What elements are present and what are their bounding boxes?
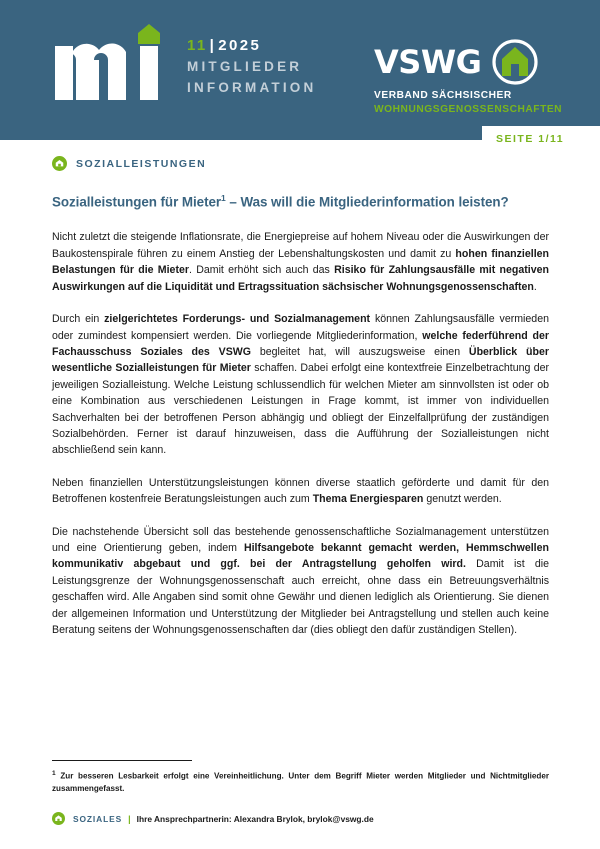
text-run: . [533, 280, 537, 293]
text-run: genutzt werden. [423, 493, 502, 506]
issue-year: 2025 [218, 37, 262, 54]
emphasis-run: Thema Energiesparen [312, 493, 424, 506]
text-run: Neben finanziellen Unterstützungsleistungen können diverse staatlich geförderte und damit für den Betroffenen kostenfreie Beratungsleistungen auch zum [52, 476, 549, 506]
emphasis-run: Risiko für Zahlungsausfälle mit negativen Auswirkungen auf die Liquidität und Ertragssituation sächsischer Wohnungsgenossenschaften [52, 264, 549, 293]
section-rubric [52, 156, 549, 171]
body-paragraph [52, 475, 549, 508]
issue-line [187, 36, 316, 56]
header-band [0, 0, 600, 145]
page-footer [52, 812, 374, 825]
page-number-label: SEITE 1/11 [496, 133, 565, 145]
text-run: schaffen. Dabei erfolgt eine kontextfreie Einzelbetrachtung der jeweiligen Sozialleistung. Welche Leistung schlussendlich für welchen Mieter am sinnvollsten ist oder ob eine Kombination aus verschiedenen Leistungen in Frage kommt, ist immer von individuellen Sachverhalten bei der betroffenen Person abhängig und obliegt der Einzelfallprüfung der zuständigen Sozialbehörden. Ferner ist darauf hinzuweisen, dass die Aufführung der Sozialleistungen nicht abschließend sein kann. [52, 362, 550, 457]
body-paragraphs [52, 229, 549, 638]
footnote-text [52, 768, 549, 796]
social-badge-icon [52, 156, 67, 171]
footnote-block [52, 760, 549, 796]
body-paragraph [52, 524, 549, 639]
emphasis-run: zielgerichtetes Forderungs- und Sozialmanagement [104, 313, 371, 326]
mi-logo-mark [55, 24, 167, 100]
publication-word-line1: MITGLIEDER [187, 59, 303, 74]
issue-meta [187, 24, 316, 98]
section-rubric-label: SOZIALLEISTUNGEN [76, 157, 207, 170]
vswg-logo [374, 38, 563, 117]
body-paragraph [52, 229, 549, 295]
emphasis-run: Hilfsangebote bekannt gemacht werden, Hemmschwellen kommunikativ abgebaut und ggf. bei der Antragstellung geholfen wird. [52, 541, 549, 571]
publication-word-line2: INFORMATION [187, 80, 317, 95]
text-run: Die nachstehende Übersicht soll das bestehende genossenschaftliche Sozialmanagement unterstützen und eine Orientierung geben, indem [52, 525, 549, 554]
footnote-marker: 1 [52, 770, 56, 777]
footnote-divider [52, 760, 192, 761]
text-run: begleitet hat, will auszugsweise einen [251, 345, 469, 358]
footer-contact-text: Ihre Ansprechpartnerin: Alexandra Brylok, brylok@vswg.de [136, 813, 374, 824]
page-title [52, 190, 549, 210]
page-title-footnote-marker: 1 [221, 193, 226, 203]
body-paragraph [52, 311, 549, 459]
mi-logo [55, 24, 167, 100]
text-run: Durch ein [52, 313, 105, 326]
emphasis-run: Überblick über wesentliche Sozialleistungen für Mieter [52, 345, 549, 375]
text-run: können Zahlungsausfälle vermieden oder zumindest kompensiert werden. Die vorliegende Mitgliederinformation, [52, 313, 549, 342]
house-circle-icon [491, 38, 539, 86]
social-badge-icon [52, 812, 65, 825]
text-run: . Damit erhöht sich auch das [189, 264, 335, 277]
document-content [52, 156, 549, 638]
emphasis-run: hohen finanziellen Belastungen für die Mieter [52, 247, 550, 277]
vswg-logo-top [374, 38, 550, 86]
vswg-wordmark: VSWG [374, 43, 482, 81]
vswg-subline-2: WOHNUNGSGENOSSENSCHAFTEN [374, 104, 563, 115]
issue-separator: | [209, 37, 217, 54]
page-title-part1: Sozialleistungen für Mieter [52, 194, 222, 210]
text-run: Nicht zuletzt die steigende Inflationsrate, die Energiepreise auf hohem Niveau oder die Auswirkungen der Baukostenspirale führen zu einem Anstieg der Lebenshaltungskosten und damit zu [52, 231, 549, 260]
issue-month: 11 [187, 37, 208, 54]
footer-separator: | [128, 813, 131, 824]
page-title-part2: – Was will die Mitgliederinformation leisten? [225, 194, 509, 210]
page-number-tab [482, 126, 600, 152]
footer-rubric-label: SOZIALES [73, 813, 123, 824]
emphasis-run: welche federführend der Fachausschuss Soziales des VSWG [52, 329, 549, 358]
footnote-body: Zur besseren Lesbarkeit erfolgt eine Vereinheitlichung. Unter dem Begriff Mieter werden Mitglieder und Nichtmitglieder zusammengefasst. [52, 771, 549, 794]
vswg-subline-1: VERBAND SÄCHSISCHER [374, 90, 512, 101]
text-run: Damit ist die Leistungsgrenze der Wohnungsgenossenschaft auch erreicht, ohne dass ein Betreuungsverhältnis geschaffen wird. Alle Angaben sind somit ohne Gewähr und dienen lediglich als Orientierung. Sie dienen der allgemeinen Information und Unterstützung der Mitglieder bei Antragstellung und stellen auch keine Beratung seitens der Wohnungsgenossenschaften dar (dies obliegt den dafür zuständigen Stellen). [52, 558, 549, 636]
header-brand-group [55, 24, 316, 100]
